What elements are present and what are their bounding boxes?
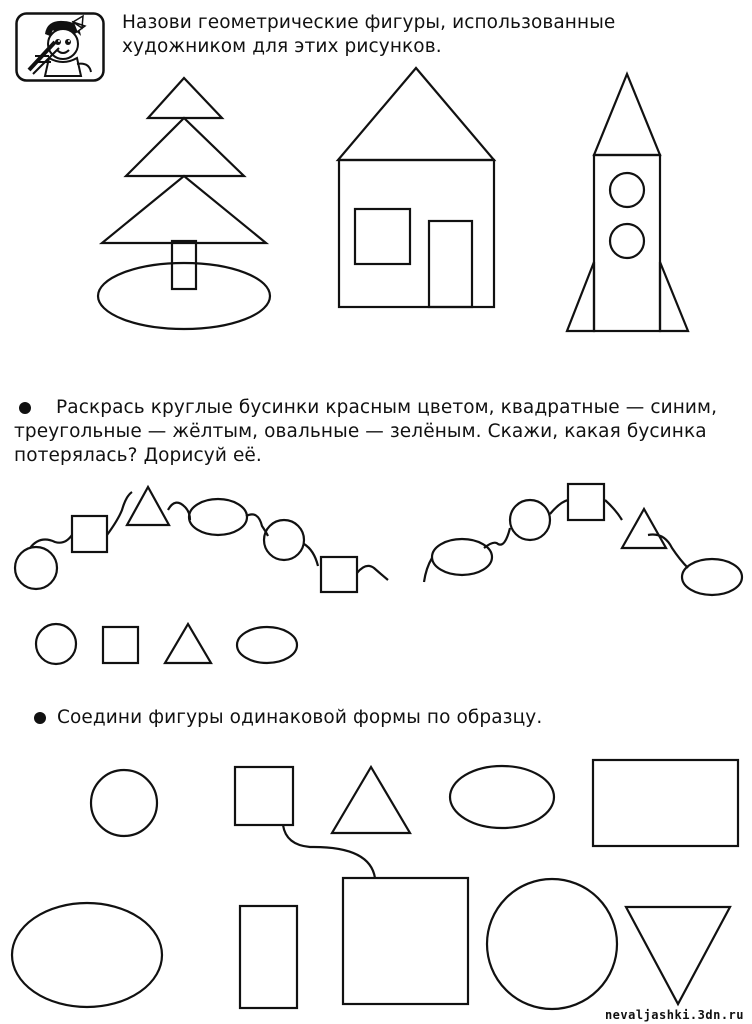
tree-ground-oval xyxy=(98,263,270,329)
rocket-window-circle-1 xyxy=(610,173,644,207)
match-triangle-up[interactable] xyxy=(332,767,410,833)
legend-oval xyxy=(237,627,297,663)
legend-triangle xyxy=(165,624,211,663)
tree-top-triangle xyxy=(148,78,222,118)
legend-circle xyxy=(36,624,76,664)
match-circle-small[interactable] xyxy=(91,770,157,836)
match-triangle-down[interactable] xyxy=(626,907,730,1004)
rocket-right-fin-triangle xyxy=(660,262,688,331)
bead-legend xyxy=(36,624,297,664)
match-oval-large[interactable] xyxy=(12,903,162,1007)
match-circle-large[interactable] xyxy=(487,879,617,1009)
tree-trunk-rectangle xyxy=(172,241,196,289)
tree-bottom-triangle xyxy=(102,176,266,243)
match-square-small[interactable] xyxy=(235,767,293,825)
house-window-square xyxy=(355,209,410,264)
task3-instruction: Соедини фигуры одинаковой формы по образцу. xyxy=(57,707,543,728)
bead-string-left xyxy=(15,487,388,592)
matching-bottom-row xyxy=(12,878,730,1009)
house-drawing xyxy=(338,68,494,307)
bead-oval xyxy=(432,539,492,575)
string-thread xyxy=(30,492,388,580)
task1-instruction: Назови геометрические фигуры, использованные художником для этих рисунков. xyxy=(122,12,616,57)
task2-instruction: Раскрась круглые бусинки красным цветом, квадратные — синим, треугольные — жёлтым, овальные — зелёным. Скажи, какая бусинка потерялась? Дорисуй её. xyxy=(14,397,718,466)
match-rectangle-tall[interactable] xyxy=(240,906,297,1008)
tree-middle-triangle xyxy=(126,118,244,176)
tree-drawing xyxy=(98,78,270,329)
matching-top-row xyxy=(91,760,738,846)
bead-square xyxy=(321,557,357,592)
rocket-nose-triangle xyxy=(594,74,660,155)
rocket-window-circle-2 xyxy=(610,224,644,258)
house-roof-triangle xyxy=(338,68,494,160)
rocket-body-rectangle xyxy=(594,155,660,331)
legend-square xyxy=(103,627,138,663)
rocket-drawing xyxy=(567,74,688,331)
bead-circle xyxy=(510,500,550,540)
bead-string-right xyxy=(424,484,742,595)
match-oval-small[interactable] xyxy=(450,766,554,828)
match-square-large[interactable] xyxy=(343,878,468,1004)
bead-square xyxy=(568,484,604,520)
rocket-left-fin-triangle xyxy=(567,262,594,331)
bead-triangle xyxy=(622,509,666,548)
bead-oval xyxy=(189,499,247,535)
house-wall-rectangle xyxy=(339,160,494,307)
bead-square xyxy=(72,516,107,552)
string-thread xyxy=(424,500,688,582)
bead-circle xyxy=(264,520,304,560)
site-watermark: nevaljashki.3dn.ru xyxy=(604,1008,744,1022)
bead-circle xyxy=(15,547,57,589)
bead-triangle xyxy=(127,487,169,525)
house-door-rectangle xyxy=(429,221,472,307)
bead-oval xyxy=(682,559,742,595)
match-rectangle-wide[interactable] xyxy=(593,760,738,846)
